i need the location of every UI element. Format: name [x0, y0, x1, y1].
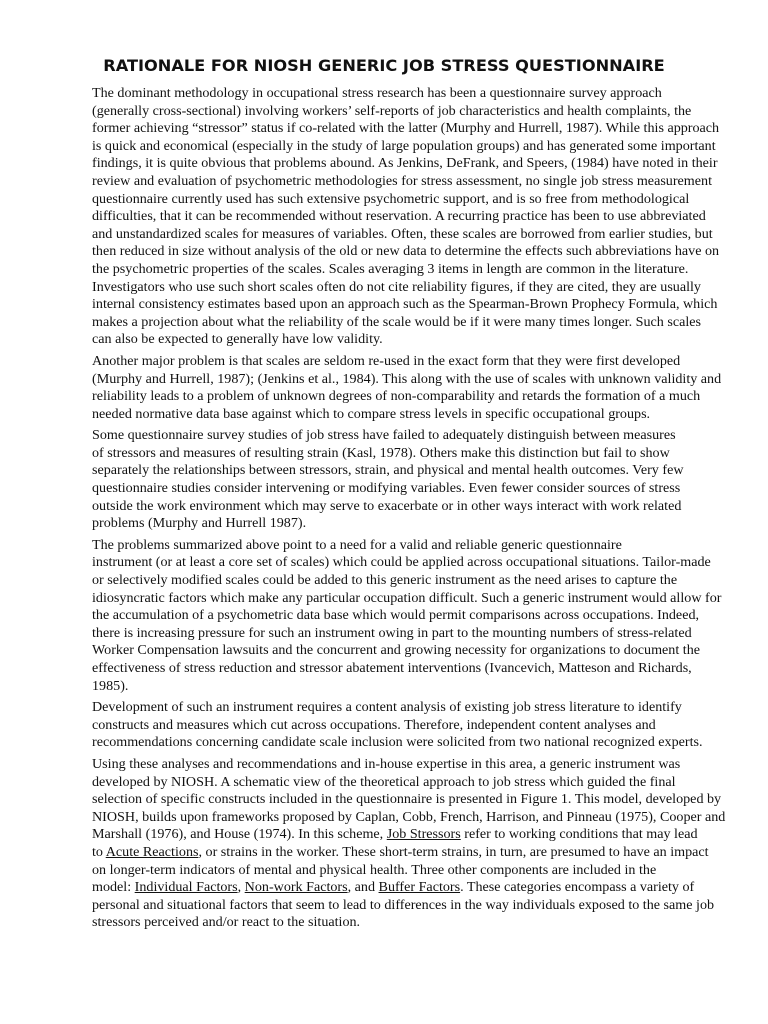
text-line: outside the work environment which may serve to exacerbate or in other ways interact with work related — [92, 497, 682, 514]
text-line: constructs and measures which cut across occupations. Therefore, independent content analyses and — [92, 716, 656, 733]
text-line: selection of specific constructs included in the questionnaire is presented in Figure 1. This model, developed by — [92, 791, 722, 808]
term-job-stressors: Job Stressors — [386, 826, 461, 843]
text-line: effectiveness of stress reduction and stressor abatement interventions (Ivancevich, Matteson and Richards, — [92, 660, 692, 676]
text-segment: , and — [347, 879, 379, 896]
term-buffer-factors: Buffer Factors — [378, 879, 461, 896]
text-line: The dominant methodology in occupational stress research has been a questionnaire survey approach — [92, 85, 662, 101]
text-segment: to — [92, 843, 106, 860]
text-line: Worker Compensation lawsuits and the concurrent and growing necessity for organizations to document the — [92, 642, 701, 659]
paragraph-5 — [46, 699, 722, 752]
paragraph-2 — [46, 353, 722, 423]
paragraph-1 — [46, 85, 722, 349]
text-line: the accumulation of a psychometric data base which would permit comparisons across occupations. Indeed, — [92, 607, 700, 624]
text-line — [46, 844, 722, 862]
text-line: review and evaluation of psychometric methodologies for stress assessment, no single job stress measurement — [92, 172, 712, 189]
paragraph-final — [46, 755, 726, 932]
text-segment: Marshall (1976), and House (1974). In this scheme, — [92, 826, 387, 843]
term-nonwork-factors: Non-work Factors — [244, 879, 348, 896]
text-line — [46, 879, 722, 897]
text-line: The problems summarized above point to a need for a valid and reliable generic questionnaire — [92, 536, 622, 553]
text-line: Some questionnaire survey studies of job stress have failed to adequately distinguish between measures — [92, 427, 676, 444]
text-line: Another major problem is that scales are seldom re-used in the exact form that they were first developed — [92, 352, 681, 369]
text-line: questionnaire currently used has such extensive psychometric support, and is so free from methodological — [92, 190, 690, 207]
paragraph-4 — [46, 537, 722, 695]
text-line: instrument (or at least a core set of scales) which could be applied across occupational situations. Tailor-made — [92, 554, 711, 571]
text-line: personal and situational factors that seem to lead to differences in the way individuals exposed to the same job — [92, 896, 715, 913]
text-line: stressors perceived and/or react to the situation. — [92, 914, 361, 931]
text-line: 1985). — [92, 677, 129, 694]
text-segment: . These categories encompass a variety of — [460, 879, 695, 896]
text-segment: refer to working conditions that may lead — [460, 826, 698, 843]
text-line: (generally cross-sectional) involving workers’ self-reports of job characteristics and health complaints, the — [92, 102, 692, 119]
text-line: separately the relationships between stressors, strain, and physical and mental health outcomes. Very few — [92, 462, 684, 479]
text-line: or selectively modified scales could be added to this generic instrument as the need arises to capture the — [92, 572, 678, 589]
text-line: Using these analyses and recommendations and in-house expertise in this area, a generic instrument was — [92, 755, 681, 772]
text-line: Development of such an instrument requires a content analysis of existing job stress literature to identify — [92, 699, 682, 716]
document-title: RATIONALE FOR NIOSH GENERIC JOB STRESS QUESTIONNAIRE — [103, 56, 665, 75]
text-segment: model: — [92, 879, 135, 896]
text-line: then reduced in size without analysis of the old or new data to determine the effects such abbreviations have on — [92, 243, 720, 260]
text-line: reliability leads to a problem of unknown degrees of non-comparability and retards the formation of a much — [92, 388, 701, 405]
text-line: problems (Murphy and Hurrell 1987). — [92, 515, 307, 532]
body-text — [46, 85, 722, 752]
text-segment: , or strains in the worker. These short-term strains, in turn, are presumed to have an impact — [198, 843, 709, 860]
term-individual-factors: Individual Factors — [134, 879, 238, 896]
text-line: is quick and economical (especially in the study of large population groups) and has generated some important — [92, 137, 716, 154]
text-line: developed by NIOSH. A schematic view of the theoretical approach to job stress which guided the final — [92, 773, 676, 790]
text-line: the psychometric properties of the scales. Scales averaging 3 items in length are common in the literature. — [92, 260, 689, 277]
text-line: NIOSH, builds upon frameworks proposed by Caplan, Cobb, French, Harrison, and Pinneau (1975), Cooper and — [92, 808, 726, 825]
text-segment: , — [237, 879, 245, 896]
term-acute-reactions: Acute Reactions — [105, 843, 199, 860]
text-line: questionnaire studies consider intervening or modifying variables. Even fewer consider sources of stress — [92, 480, 681, 497]
text-line: can also be expected to generally have low validity. — [92, 331, 383, 348]
text-line — [46, 826, 722, 844]
text-line: needed normative data base against which to compare stress levels in specific occupational groups. — [92, 405, 651, 422]
text-line: idiosyncratic factors which make any particular occupation difficult. Such a generic instrument would allow for — [92, 589, 722, 606]
text-line: makes a projection about what the reliability of the scale would be if it were many times longer. Such scales — [92, 313, 701, 330]
text-line: former achieving “stressor” status if co-related with the latter (Murphy and Hurrell, 1987). While this approach — [92, 120, 720, 137]
text-line: findings, it is quite obvious that problems abound. As Jenkins, DeFrank, and Speers, (1984) have noted in their — [92, 155, 718, 172]
text-line: on longer-term indicators of mental and physical health. Three other components are included in the — [92, 861, 657, 878]
text-line: Investigators who use such short scales often do not cite reliability figures, if they are cited, they are usually — [92, 278, 701, 295]
text-line: and unstandardized scales for measures of variables. Often, these scales are borrowed from earlier studies, but — [92, 225, 713, 242]
text-line: there is increasing pressure for such an instrument owing in part to the mounting numbers of stress-related — [92, 624, 692, 641]
paragraph-3 — [46, 427, 722, 533]
text-line: recommendations concerning candidate scale inclusion were solicited from two national recognized experts. — [92, 734, 703, 751]
text-line: of stressors and measures of resulting strain (Kasl, 1978). Others make this distinction but fail to show — [92, 444, 670, 461]
text-line: difficulties, that it can be recommended without reservation. A recurring practice has been to use abbreviated — [92, 208, 706, 225]
text-line: internal consistency estimates based upon an approach such as the Spearman-Brown Prophecy Formula, which — [92, 296, 718, 313]
text-line: (Murphy and Hurrell, 1987); (Jenkins et al., 1984). This along with the use of scales with unknown validity and — [92, 370, 722, 387]
